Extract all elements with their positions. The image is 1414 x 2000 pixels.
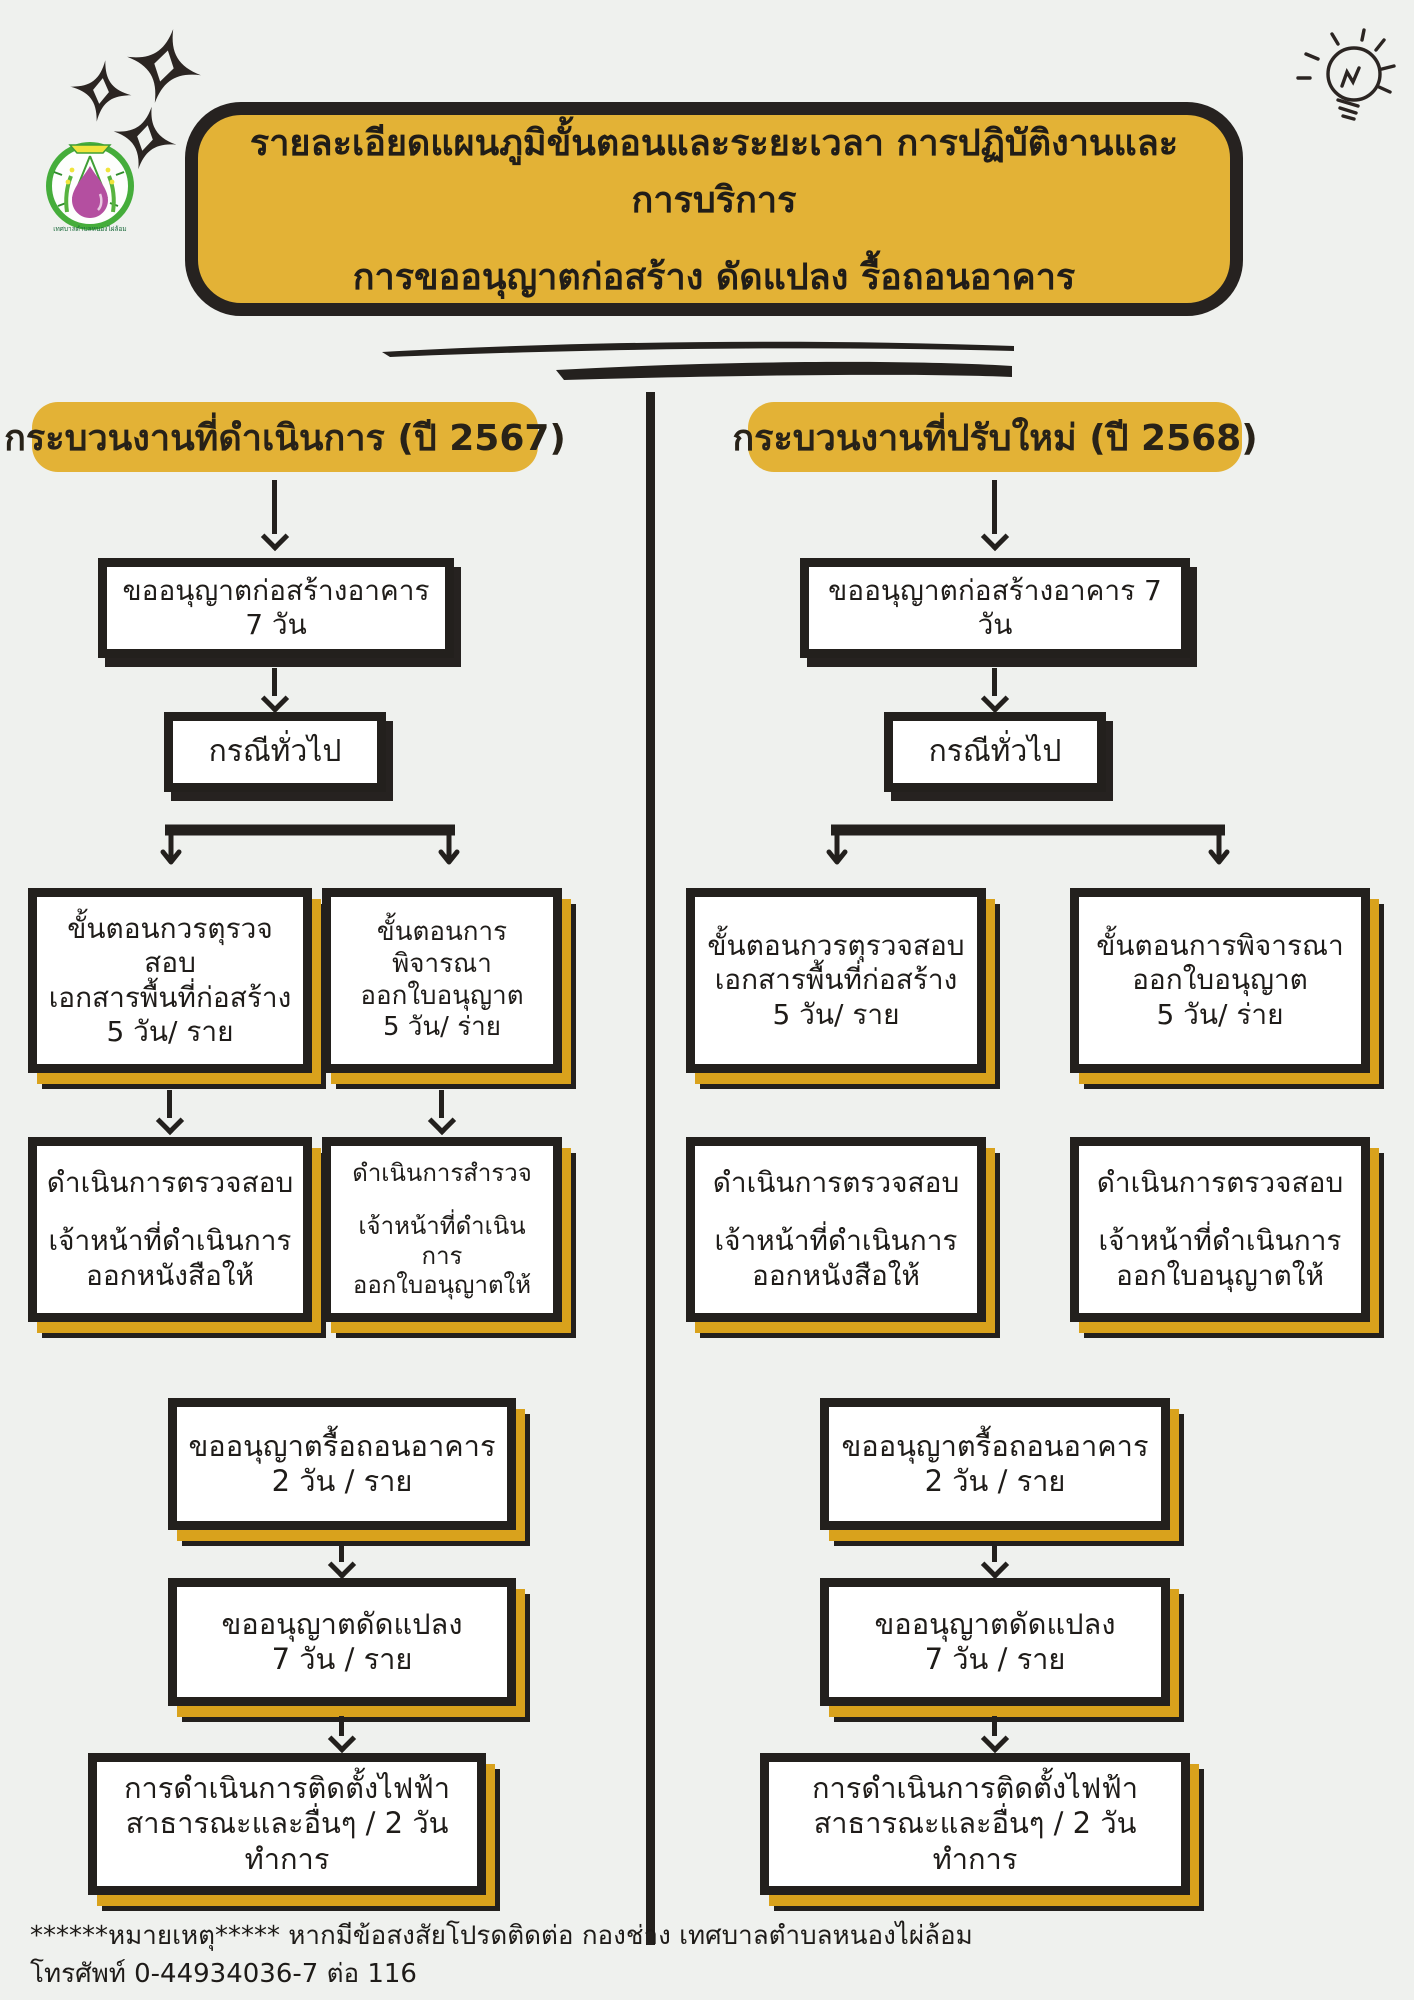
box-text-line: การดำเนินการติดตั้งไฟฟ้า [811,1770,1139,1805]
box-text-line: สาธารณะและอื่นๆ / 2 วันทำการ [813,1806,1137,1876]
poster-title-banner [185,102,1243,316]
box-text: ขออนุญาตก่อสร้างอาคาร 7 วัน [122,573,430,641]
box-text-line: ออกใบอนุญาต [360,980,524,1011]
box-text-line: เอกสารพื้นที่ก่อสร้าง [714,963,958,997]
column-title-2567 [4,402,566,472]
logo-caption: เทศบาลตำบลหนองไผ่ล้อม [53,225,127,233]
box-text-line: 5 วัน/ ราย [772,997,900,1031]
flow-box-inspection [28,1137,312,1322]
box-text-line: ออกหนังสือให้ [752,1258,920,1292]
box-text-line: ขั้นตอนกวรตุรวจสอบ [67,912,273,980]
box-text-line: ดำเนินการตรวจสอบ [712,1166,960,1200]
flow-box-inspection [686,1137,986,1322]
column-title-text: กระบวนงานที่ดำเนินการ (ปี 2567) [4,417,566,459]
box-text-line: ขั้นตอนการพิจารณา [376,917,508,979]
box-text-line: ขออนุญาตดัดแปลง [874,1606,1116,1641]
flow-box-permit-consideration [1070,888,1370,1073]
box-text-line: เจ้าหน้าที่ดำเนินการ [48,1224,292,1258]
box-text-line: 5 วัน/ ร่าย [1156,997,1284,1031]
flow-box-general-case [164,712,386,792]
arrow-down-icon [992,480,997,534]
box-text-line: ดำเนินการสำรวจ [352,1158,532,1187]
arrow-down-icon [992,1542,997,1562]
flow-box-modification-permit [168,1578,516,1706]
flow-box-survey [1070,1137,1370,1322]
box-text-line: เจ้าหน้าที่ดำเนินการ [714,1224,958,1258]
box-text-line: เจ้าหน้าที่ดำเนินการ [358,1212,526,1270]
box-text-line: 2 วัน / ราย [924,1464,1066,1498]
box-text-line: สาธารณะและอื่นๆ / 2 วันทำการ [125,1806,449,1876]
arrow-down-icon [992,1716,997,1736]
branch-connector [826,820,1230,878]
box-text-line: 5 วัน/ ราย [106,1014,234,1048]
flow-box-permit-consideration [322,888,562,1073]
flow-box-document-check [686,888,986,1073]
brush-stroke-underline [378,334,1018,386]
flow-box-electrical-installation [760,1753,1190,1895]
box-text-line: ออกหนังสือให้ [86,1258,254,1292]
box-text-line: ดำเนินการตรวจสอบ [46,1166,294,1200]
column-divider-line [646,392,655,1945]
box-text-line: ขออนุญาตรื้อถอนอาคาร [188,1428,496,1463]
arrow-down-icon [339,1542,344,1562]
box-text-line: 5 วัน/ ร่าย [382,1012,501,1043]
footer-phone: โทรศัพท์ 0-44934036-7 ต่อ 116 [30,1958,417,1989]
box-text-line: ขออนุญาตดัดแปลง [221,1606,463,1641]
column-title-text: กระบวนงานที่ปรับใหม่ (ปี 2568) [732,417,1258,459]
flow-box-electrical-installation [88,1753,486,1895]
box-text-line: ออกใบอนุญาตให้ [352,1270,532,1299]
box-text: ขออนุญาตก่อสร้างอาคาร 7 วัน [828,573,1162,641]
box-text-line: 2 วัน / ราย [271,1464,413,1498]
arrow-down-icon [272,480,277,534]
arrow-down-icon [992,668,997,696]
flow-box-general-case [884,712,1106,792]
box-text-line: ขั้นตอนกวรตุรวจสอบ [707,929,965,963]
branch-connector [160,820,460,878]
box-text-line: ออกใบอนุญาต [1132,963,1308,997]
box-text-line: ขั้นตอนการพิจารณา [1096,929,1344,963]
arrow-down-icon [272,668,277,696]
box-text-line: 7 วัน / ราย [271,1642,413,1676]
poster-title-line1: รายละเอียดแผนภูมิขั้นตอนและระยะเวลา การปฏิบัติงานและการบริการ [249,122,1179,221]
arrow-down-icon [339,1716,344,1736]
flow-box-survey [322,1137,562,1322]
arrow-down-icon [439,1090,444,1118]
box-text-line: ออกใบอนุญาตให้ [1116,1258,1324,1292]
municipal-emblem-logo [42,136,138,238]
arrow-down-icon [167,1090,172,1118]
box-text-line: ขออนุญาตรื้อถอนอาคาร [841,1428,1149,1463]
flow-box-construction-permit [98,558,454,658]
box-text-line: เจ้าหน้าที่ดำเนินการ [1098,1224,1342,1258]
flow-box-construction-permit [800,558,1190,658]
poster-title-line2: การขออนุญาตก่อสร้าง ดัดแปลง รื้อถอนอาคาร [352,256,1076,298]
box-text-line: การดำเนินการติดตั้งไฟฟ้า [123,1770,451,1805]
box-text: กรณีทั่วไป [208,733,342,769]
flow-box-demolition-permit [820,1398,1170,1530]
column-title-2568 [732,402,1258,472]
box-text-line: เอกสารพื้นที่ก่อสร้าง [48,980,292,1014]
flow-box-document-check [28,888,312,1073]
flow-box-modification-permit [820,1578,1170,1706]
flow-box-demolition-permit [168,1398,516,1530]
footer-note-block [30,1918,973,1993]
footer-note: ******หมายเหตุ***** หากมีข้อสงสัยโปรดติดต่อ กองช่าง เทศบาลตำบลหนองไผ่ล้อม [30,1921,973,1951]
box-text-line: 7 วัน / ราย [924,1642,1066,1676]
box-text-line: ดำเนินการตรวจสอบ [1096,1166,1344,1200]
lightbulb-icon [1272,26,1404,144]
box-text: กรณีทั่วไป [928,733,1062,769]
